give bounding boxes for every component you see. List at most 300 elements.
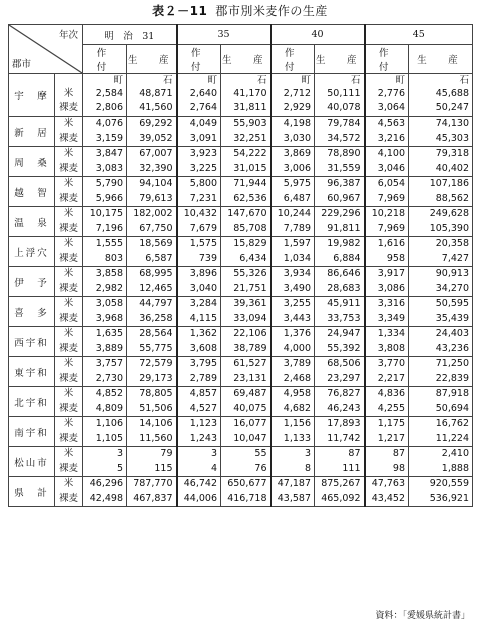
production-cell — [221, 447, 271, 477]
rice-value: 3,917 — [377, 268, 405, 279]
rice-value: 3,284 — [189, 298, 217, 309]
barley-value: 1,888 — [441, 462, 469, 474]
barley-value: 4,115 — [189, 312, 217, 324]
rice-value: 10,218 — [371, 208, 405, 219]
rice-value: 3,770 — [377, 358, 405, 369]
barley-value: 55,392 — [327, 342, 361, 354]
rice-value: 55,326 — [233, 268, 267, 279]
city-name: 宇 摩 — [9, 74, 55, 117]
area-cell — [365, 327, 409, 357]
production-cell — [221, 74, 271, 117]
production-header: 生 産 — [409, 45, 473, 74]
crop-label: 米 — [63, 388, 74, 399]
production-cell — [315, 177, 365, 207]
table-number: 表２－11 — [152, 4, 208, 18]
rice-value: 4,852 — [95, 388, 123, 399]
barley-value: 40,402 — [435, 162, 469, 174]
rice-value: 96,387 — [327, 178, 361, 189]
rice-value: 41,170 — [233, 87, 267, 99]
production-cell — [127, 237, 177, 267]
rice-value: 16,077 — [233, 418, 267, 429]
barley-value: 111 — [342, 462, 361, 474]
table-row — [9, 74, 473, 117]
city-name: 新 居 — [9, 117, 55, 147]
area-header: 作 付 — [365, 45, 409, 74]
rice-value: 2,640 — [189, 87, 217, 99]
rice-value: 1,597 — [283, 238, 311, 249]
barley-value: 7,427 — [441, 252, 469, 264]
area-cell — [271, 477, 315, 507]
production-cell — [409, 327, 473, 357]
barley-value: 12,465 — [139, 282, 173, 294]
rice-value: 3,255 — [283, 298, 311, 309]
rice-value: 6,054 — [377, 178, 405, 189]
barley-value: 3,046 — [377, 162, 405, 174]
area-cell — [365, 387, 409, 417]
rice-value: 5,790 — [95, 178, 123, 189]
table-body — [9, 74, 473, 507]
barley-value: 32,390 — [139, 162, 173, 174]
barley-value: 91,811 — [327, 222, 361, 234]
rice-value: 87,918 — [435, 388, 469, 399]
barley-value: 3,349 — [377, 312, 405, 324]
area-cell — [177, 267, 221, 297]
barley-value: 85,708 — [233, 222, 267, 234]
rice-value: 74,130 — [435, 118, 469, 129]
area-cell — [177, 477, 221, 507]
city-name: 周 桑 — [9, 147, 55, 177]
crop-label: 裸麦 — [58, 222, 78, 234]
rice-value: 3,869 — [283, 148, 311, 159]
table-row — [9, 417, 473, 447]
area-cell — [365, 297, 409, 327]
rice-value: 47,187 — [277, 478, 311, 489]
rice-value: 17,893 — [327, 418, 361, 429]
production-cell — [127, 417, 177, 447]
rice-value: 10,244 — [277, 208, 311, 219]
production-cell — [315, 387, 365, 417]
crop-labels — [55, 417, 83, 447]
rice-value: 2,776 — [377, 87, 405, 99]
barley-value: 3,030 — [283, 132, 311, 144]
production-cell — [127, 477, 177, 507]
barley-value: 32,251 — [233, 132, 267, 144]
production-header: 生 産 — [127, 45, 177, 74]
barley-value: 23,297 — [327, 372, 361, 384]
barley-value: 50,247 — [435, 102, 469, 113]
rice-value: 71,250 — [435, 358, 469, 369]
production-cell — [221, 477, 271, 507]
table-row — [9, 117, 473, 147]
barley-value: 3,216 — [377, 132, 405, 144]
crop-label: 裸麦 — [58, 402, 78, 414]
rice-value: 3,757 — [95, 358, 123, 369]
area-header: 作 付 — [83, 45, 127, 74]
table-caption: 郡市別米麦作の生産 — [215, 4, 328, 18]
barley-value: 38,789 — [233, 342, 267, 354]
barley-value: 2,982 — [95, 282, 123, 294]
barley-value: 3,808 — [377, 342, 405, 354]
production-cell — [127, 267, 177, 297]
rice-value: 61,527 — [233, 358, 267, 369]
rice-value: 1,123 — [189, 418, 217, 429]
year-header: 45 — [365, 25, 473, 45]
rice-value: 4,857 — [189, 388, 217, 399]
crop-label: 裸麦 — [58, 342, 78, 354]
area-cell — [271, 147, 315, 177]
rice-value: 3 — [304, 448, 311, 459]
production-cell — [127, 447, 177, 477]
rice-value: 54,222 — [233, 148, 267, 159]
barley-value: 115 — [154, 462, 173, 474]
production-cell — [409, 447, 473, 477]
production-cell — [315, 147, 365, 177]
barley-value: 76 — [254, 462, 267, 474]
rice-value: 16,762 — [435, 418, 469, 429]
production-cell — [221, 117, 271, 147]
production-header: 生 産 — [221, 45, 271, 74]
area-cell — [271, 117, 315, 147]
barley-value: 2,789 — [189, 372, 217, 384]
barley-value: 44,006 — [183, 492, 217, 504]
barley-value: 21,751 — [233, 282, 267, 294]
rice-value: 18,569 — [139, 238, 173, 249]
production-cell — [221, 237, 271, 267]
barley-value: 11,224 — [435, 432, 469, 444]
production-header: 生 産 — [315, 45, 365, 74]
barley-value: 3,064 — [377, 102, 405, 113]
area-cell — [365, 417, 409, 447]
rice-value: 67,007 — [139, 148, 173, 159]
rice-value: 28,564 — [139, 328, 173, 339]
crop-label: 米 — [63, 178, 74, 189]
barley-value: 2,217 — [377, 372, 405, 384]
crop-label: 米 — [63, 448, 74, 459]
crop-labels — [55, 387, 83, 417]
barley-value: 67,750 — [139, 222, 173, 234]
rice-value: 47,763 — [371, 478, 405, 489]
production-cell — [221, 357, 271, 387]
rice-value: 249,628 — [429, 208, 469, 219]
rice-value: 4,049 — [189, 118, 217, 129]
area-cell — [177, 207, 221, 237]
table-row — [9, 447, 473, 477]
area-cell — [83, 207, 127, 237]
area-cell — [365, 477, 409, 507]
rice-value: 3,795 — [189, 358, 217, 369]
rice-value: 86,646 — [327, 268, 361, 279]
production-cell — [315, 447, 365, 477]
source-note: 資料：「愛媛県統計書」 — [375, 611, 470, 621]
area-cell — [271, 297, 315, 327]
production-cell — [315, 117, 365, 147]
unit-label: 石 — [350, 74, 361, 86]
barley-value: 50,694 — [435, 402, 469, 414]
barley-value: 7,679 — [189, 222, 217, 234]
rice-value: 5,975 — [283, 178, 311, 189]
crop-label: 米 — [63, 328, 74, 339]
barley-value: 3,608 — [189, 342, 217, 354]
area-cell — [83, 147, 127, 177]
rice-value: 4,563 — [377, 118, 405, 129]
barley-value: 36,258 — [139, 312, 173, 324]
crop-label: 裸麦 — [58, 162, 78, 174]
barley-value: 45,303 — [435, 132, 469, 144]
area-cell — [365, 207, 409, 237]
crop-label: 米 — [63, 87, 74, 99]
rice-value: 182,002 — [133, 208, 173, 219]
rice-value: 76,827 — [327, 388, 361, 399]
city-name: 南宇和 — [9, 417, 55, 447]
city-name: 越 智 — [9, 177, 55, 207]
production-cell — [127, 327, 177, 357]
barley-value: 739 — [198, 252, 217, 264]
city-name: 上浮穴 — [9, 237, 55, 267]
area-cell — [365, 357, 409, 387]
crop-label: 米 — [63, 478, 74, 489]
rice-value: 3,316 — [377, 298, 405, 309]
rice-value: 875,267 — [321, 478, 361, 489]
barley-value: 7,231 — [189, 192, 217, 204]
rice-value: 4,076 — [95, 118, 123, 129]
rice-value: 3 — [210, 448, 217, 459]
barley-value: 1,105 — [95, 432, 123, 444]
area-cell — [271, 417, 315, 447]
table-row — [9, 207, 473, 237]
rice-value: 79,784 — [327, 118, 361, 129]
rice-value: 44,797 — [139, 298, 173, 309]
rice-value: 3,058 — [95, 298, 123, 309]
rice-value: 68,506 — [327, 358, 361, 369]
production-cell — [221, 147, 271, 177]
rice-value: 107,186 — [429, 178, 469, 189]
barley-value: 40,078 — [327, 102, 361, 113]
rice-value: 72,579 — [139, 358, 173, 369]
table-row — [9, 387, 473, 417]
city-name: 松山市 — [9, 447, 55, 477]
barley-value: 4,809 — [95, 402, 123, 414]
unit-label: 石 — [459, 74, 469, 86]
barley-value: 2,730 — [95, 372, 123, 384]
barley-value: 6,587 — [145, 252, 173, 264]
crop-labels — [55, 447, 83, 477]
rice-value: 2,410 — [441, 448, 469, 459]
rice-value: 147,670 — [227, 208, 267, 219]
barley-value: 536,921 — [429, 492, 469, 504]
barley-value: 39,052 — [139, 132, 173, 144]
barley-value: 43,236 — [435, 342, 469, 354]
crop-label: 米 — [63, 418, 74, 429]
barley-value: 33,753 — [327, 312, 361, 324]
barley-value: 5,966 — [95, 192, 123, 204]
barley-value: 7,789 — [283, 222, 311, 234]
production-cell — [315, 417, 365, 447]
barley-value: 22,839 — [435, 372, 469, 384]
crop-label: 裸麦 — [58, 252, 78, 264]
rice-value: 10,432 — [183, 208, 217, 219]
crop-labels — [55, 357, 83, 387]
rice-value: 78,890 — [327, 148, 361, 159]
barley-value: 3,040 — [189, 282, 217, 294]
production-cell — [409, 237, 473, 267]
area-cell — [177, 387, 221, 417]
crop-labels — [55, 117, 83, 147]
barley-value: 23,131 — [233, 372, 267, 384]
barley-value: 31,811 — [233, 102, 267, 113]
rice-value: 4,836 — [377, 388, 405, 399]
barley-value: 28,683 — [327, 282, 361, 294]
barley-value: 3,159 — [95, 132, 123, 144]
area-cell — [365, 237, 409, 267]
rice-value: 1,156 — [283, 418, 311, 429]
crop-labels — [55, 207, 83, 237]
rice-value: 20,358 — [435, 238, 469, 249]
barley-value: 3,968 — [95, 312, 123, 324]
crop-label: 裸麦 — [58, 102, 78, 113]
barley-value: 43,452 — [371, 492, 405, 504]
crop-label: 裸麦 — [58, 432, 78, 444]
year-header: 35 — [177, 25, 271, 45]
barley-value: 1,243 — [189, 432, 217, 444]
barley-value: 11,742 — [327, 432, 361, 444]
area-header: 作 付 — [177, 45, 221, 74]
barley-value: 958 — [386, 252, 405, 264]
area-cell — [177, 147, 221, 177]
barley-value: 33,094 — [233, 312, 267, 324]
production-cell — [221, 177, 271, 207]
barley-value: 3,225 — [189, 162, 217, 174]
rice-value: 1,106 — [95, 418, 123, 429]
area-cell — [365, 447, 409, 477]
rice-value: 69,487 — [233, 388, 267, 399]
barley-value: 3,006 — [283, 162, 311, 174]
area-cell — [177, 74, 221, 117]
crop-label: 裸麦 — [58, 462, 78, 474]
barley-value: 2,929 — [283, 102, 311, 113]
rice-value: 3,934 — [283, 268, 311, 279]
rice-value: 1,635 — [95, 328, 123, 339]
area-cell — [365, 177, 409, 207]
unit-label: 町 — [395, 74, 405, 86]
crop-label: 裸麦 — [58, 192, 78, 204]
production-cell — [315, 74, 365, 117]
area-cell — [365, 74, 409, 117]
barley-value: 34,270 — [435, 282, 469, 294]
rice-value: 1,555 — [95, 238, 123, 249]
area-cell — [271, 267, 315, 297]
barley-value: 3,086 — [377, 282, 405, 294]
area-cell — [365, 147, 409, 177]
area-cell — [271, 237, 315, 267]
production-cell — [409, 297, 473, 327]
production-cell — [409, 177, 473, 207]
crop-label: 米 — [63, 238, 74, 249]
barley-value: 803 — [104, 252, 123, 264]
rice-value: 22,106 — [233, 328, 267, 339]
area-cell — [177, 417, 221, 447]
area-cell — [365, 117, 409, 147]
barley-value: 3,490 — [283, 282, 311, 294]
crop-label: 裸麦 — [58, 312, 78, 324]
table-row — [9, 237, 473, 267]
corner-header — [9, 25, 83, 74]
production-cell — [409, 207, 473, 237]
rice-value: 46,742 — [183, 478, 217, 489]
area-cell — [177, 357, 221, 387]
barley-value: 51,506 — [139, 402, 173, 414]
area-cell — [177, 117, 221, 147]
barley-value: 467,837 — [133, 492, 173, 504]
production-cell — [409, 74, 473, 117]
city-name: 東宇和 — [9, 357, 55, 387]
production-cell — [409, 417, 473, 447]
barley-value: 79,613 — [139, 192, 173, 204]
production-cell — [221, 267, 271, 297]
rice-value: 50,595 — [435, 298, 469, 309]
crop-label: 裸麦 — [58, 132, 78, 144]
barley-value: 43,587 — [277, 492, 311, 504]
year-header: 明 治 31 — [83, 25, 177, 45]
crop-labels — [55, 74, 83, 117]
area-cell — [83, 237, 127, 267]
production-cell — [221, 417, 271, 447]
rice-value: 2,712 — [283, 87, 311, 99]
barley-value: 416,718 — [227, 492, 267, 504]
rice-value: 79,318 — [435, 148, 469, 159]
production-cell — [315, 327, 365, 357]
rice-value: 1,616 — [377, 238, 405, 249]
rice-value: 3 — [116, 448, 123, 459]
city-name: 西宇和 — [9, 327, 55, 357]
rice-value: 46,296 — [89, 478, 123, 489]
rice-value: 10,175 — [89, 208, 123, 219]
table-title — [0, 2, 480, 19]
production-cell — [315, 297, 365, 327]
area-cell — [271, 74, 315, 117]
barley-value: 3,889 — [95, 342, 123, 354]
barley-value: 7,196 — [95, 222, 123, 234]
barley-value: 88,562 — [435, 192, 469, 204]
rice-value: 1,334 — [377, 328, 405, 339]
area-cell — [271, 327, 315, 357]
rice-value: 94,104 — [139, 178, 173, 189]
production-cell — [127, 147, 177, 177]
area-cell — [83, 417, 127, 447]
production-cell — [315, 237, 365, 267]
barley-value: 3,443 — [283, 312, 311, 324]
crop-label: 米 — [63, 208, 74, 219]
table-row — [9, 267, 473, 297]
rice-value: 1,362 — [189, 328, 217, 339]
production-cell — [127, 387, 177, 417]
rice-value: 24,403 — [435, 328, 469, 339]
barley-value: 7,969 — [377, 192, 405, 204]
production-cell — [315, 477, 365, 507]
crop-labels — [55, 327, 83, 357]
unit-label: 町 — [207, 74, 217, 86]
area-cell — [83, 297, 127, 327]
barley-value: 5 — [116, 462, 123, 474]
rice-value: 87 — [348, 448, 361, 459]
barley-value: 4 — [210, 462, 217, 474]
barley-value: 4,000 — [283, 342, 311, 354]
crop-label: 米 — [63, 268, 74, 279]
unit-label: 町 — [113, 74, 123, 86]
barley-value: 2,468 — [283, 372, 311, 384]
area-cell — [83, 117, 127, 147]
production-cell — [127, 117, 177, 147]
area-cell — [365, 267, 409, 297]
